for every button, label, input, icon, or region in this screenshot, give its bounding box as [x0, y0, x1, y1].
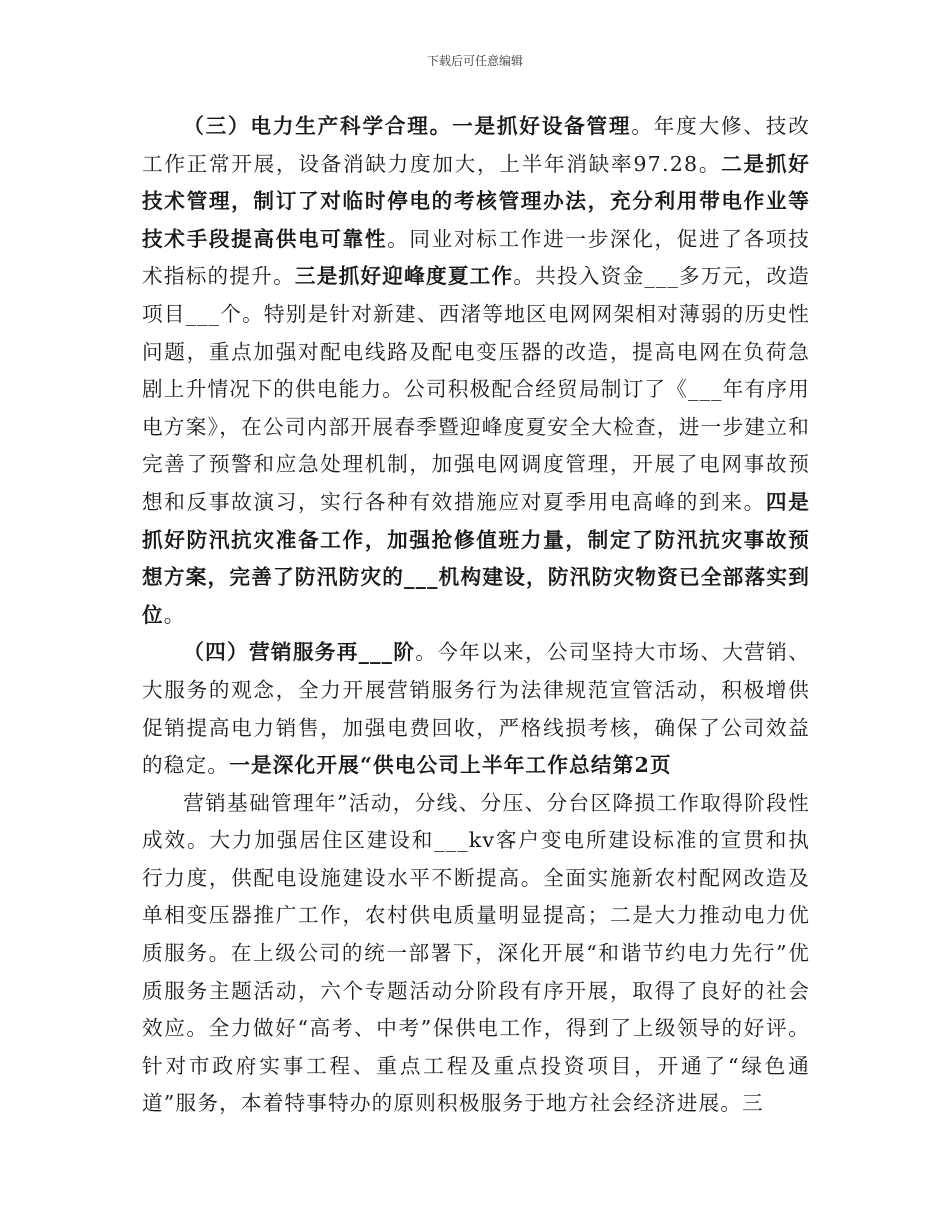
- text-run: 。今年以来，公司坚持大市场、大营销、大服务的观念，全力开展营销服务行为法律规范宣管活动，积极增供促销提高电力销售，加强电费回收，严格线损考核，确保了公司效益的稳定。: [142, 640, 810, 778]
- page-header: 下载后可任意编辑: [426, 54, 523, 68]
- text-run: 。共投入资金___多万元，改造项目___个。特别是针对新建、西渚等地区电网网架相对薄弱的历史性问题，重点加强对配电线路及配电变压器的改造，提高电网在负荷急剧上升情况下的供电能力。公司积极配合经贸局制订了《___年有序用电方案》，在公司内部开展春季暨迎峰度夏安全大检查，进一步建立和完善了预警和应急处理机制，加强电网调度管理，开展了电网事故预想和反事故演习，实行各种有效措施应对夏季用电高峰的到来。: [142, 264, 811, 514]
- text-run: 。: [163, 602, 186, 627]
- heading-power-production: （三）电力生产科学合理。一是抓好设备管理: [183, 114, 632, 138]
- bold-point-tech-management: 二是抓好技术管理，制订了对临时停电的考核管理办法，充分利用带电作业等技术手段提高供电可靠性: [142, 151, 810, 251]
- text-run: 。年度大修、技改工作正常开展，设备消缺力度加大，上半年消缺率97.28。: [142, 114, 810, 176]
- text-run: 营销基础管理年”活动，分线、分压、分台区降损工作取得阶段性成效。大力加强居住区建设和___kv客户变电所建设标准的宣贯和执行力度，供配电设施建设水平不断提高。全面实施新农村配网改造及单相变压器推广工作，农村供电质量明显提高；二是大力推动电力优质服务。在上级公司的统一部署下，深化开展“和谐节约电力先行”优质服务主题活动，六个专题活动分阶段有序开展，取得了良好的社会效应。全力做好“高考、中考”保供电工作，得到了上级领导的好评。针对市政府实事工程、重点工程及重点投资项目，开通了“绿色通道”服务，本着特事特办的原则积极服务于地方社会经济进展。三: [142, 790, 810, 1116]
- bold-point-summer-peak: 三是抓好迎峰度夏工作: [294, 264, 514, 289]
- bold-point-flood-prevention: 四是抓好防汛抗灾准备工作，加强抢修值班力量，制定了防汛抗灾事故预想方案，完善了防汛防灾的___机构建设，防汛防灾物资已全部落实到位: [142, 489, 810, 627]
- bold-point-marketing-basics: 一是深化开展“供电公司上半年工作总结第2页: [229, 753, 672, 778]
- text-run: 。同业对标工作进一步深化，促进了各项技术指标的提升。: [142, 226, 810, 289]
- paragraph-marketing-continued: [142, 785, 810, 1123]
- paragraph-marketing-service: [142, 634, 810, 784]
- paragraph-power-production: [142, 108, 810, 634]
- document-body: [142, 108, 810, 1123]
- heading-marketing-service: （四）营销服务再___阶: [183, 640, 416, 665]
